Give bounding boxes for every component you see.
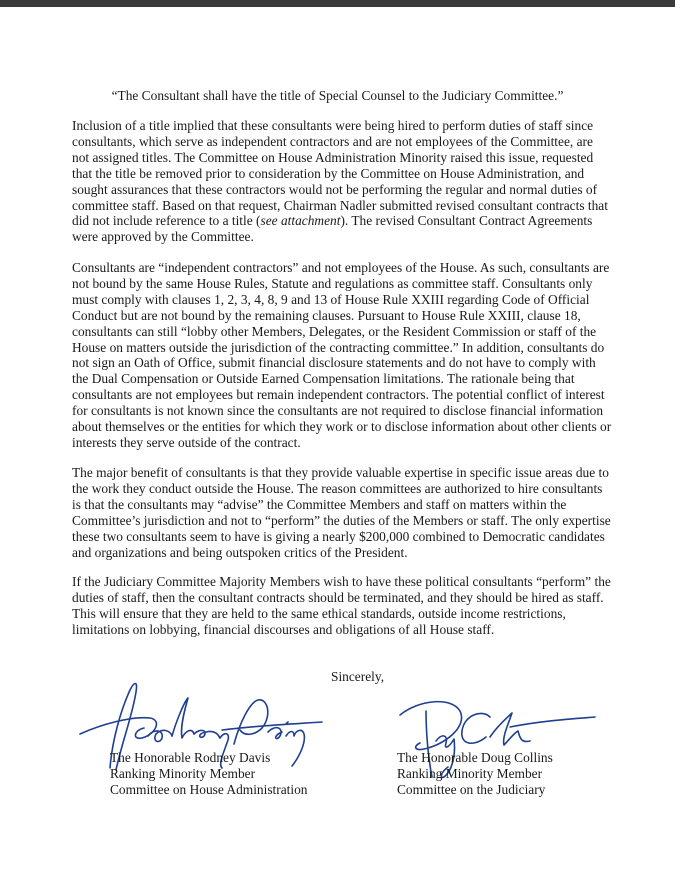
paragraph-consultant-benefit: The major benefit of consultants is that they provide valuable expertise in specific issue areas due to the work they conduct outside the House. The reason committees are authorized to hire consultants is that the consultants may “advise” the Committee Members and staff on matters within the Committee’s jurisdiction and not to “perform” the duties of the Members or staff. The only expertise these two consultants seem to have is giving a nearly $200,000 combined to Democratic candidates and organizations and being outspoken critics of the President. <box>72 465 611 560</box>
signatory-title: Ranking Minority Member <box>110 765 256 781</box>
signatory-name: The Honorable Rodney Davis <box>110 750 271 765</box>
paragraph-conclusion: If the Judiciary Committee Majority Members wish to have these political consultants “perform” the duties of staff, then the consultant contracts should be terminated, and they should be hired as staff. This will ensure that they are held to the same ethical standards, outside income restrictions, limitations on lobbying, financial discourses and obligations of all House staff. <box>72 574 611 637</box>
closing-salutation: Sincerely, <box>331 669 385 684</box>
signatory-name: The Honorable Doug Collins <box>397 750 553 765</box>
attachment-reference: see attachment <box>260 213 341 229</box>
signatory-title: Ranking Minority Member <box>397 765 543 781</box>
signatory-davis <box>110 750 308 798</box>
quoted-contract-clause: “The Consultant shall have the title of Special Counsel to the Judiciary Committee.” <box>111 88 564 103</box>
signatory-committee: Committee on House Administration <box>110 781 308 797</box>
paragraph-independent-contractors: Consultants are “independent contractors” and not employees of the House. As such, consultants are not bound by the same House Rules, Statute and regulations as committee staff. Consultants only must comply with clauses 1, 2, 3, 4, 8, 9 and 13 of House Rule XXIII regarding Code of Official Conduct but are not bound by the remaining clauses. Pursuant to House Rule XXIII, clause 18, consultants can still “lobby other Members, Delegates, or the Resident Commission or staff of the House on matters outside the jurisdiction of the contracting committee.” In addition, consultants do not sign an Oath of Office, submit financial disclosure statements and do not have to comply with the Dual Compensation or Outside Earned Compensation limitations. The rationale being that consultants are not employees but remain independent contractors. The potential conflict of interest for consultants is not known since the consultants are not required to disclose financial information about themselves or the entities for which they work or to disclose information about other clients or interests they serve outside of the contract. <box>72 260 612 450</box>
paragraph-text: Inclusion of a title implied that these consultants were being hired to perform duties of staff since consultants, which serve as independent contractors and are not employees of the Committee, are not assigned titles. The Committee on House Administration Minority raised this issue, requested that the title be removed prior to consideration by the Committee on House Administration, and sought assurances that these contractors would not be performing the regular and normal duties of committee staff. Based on that request, Chairman Nadler submitted revised consultant contracts that did not include reference to a title ( <box>72 118 608 229</box>
signatory-committee: Committee on the Judiciary <box>397 781 546 797</box>
signatory-collins <box>397 750 553 798</box>
viewer-top-bar <box>0 0 675 7</box>
paragraph-title-inclusion <box>72 118 612 245</box>
letter-page <box>0 7 675 889</box>
paragraph-text: ). The revised Consultant Contract Agreements were approved by the Committee. <box>72 213 593 245</box>
